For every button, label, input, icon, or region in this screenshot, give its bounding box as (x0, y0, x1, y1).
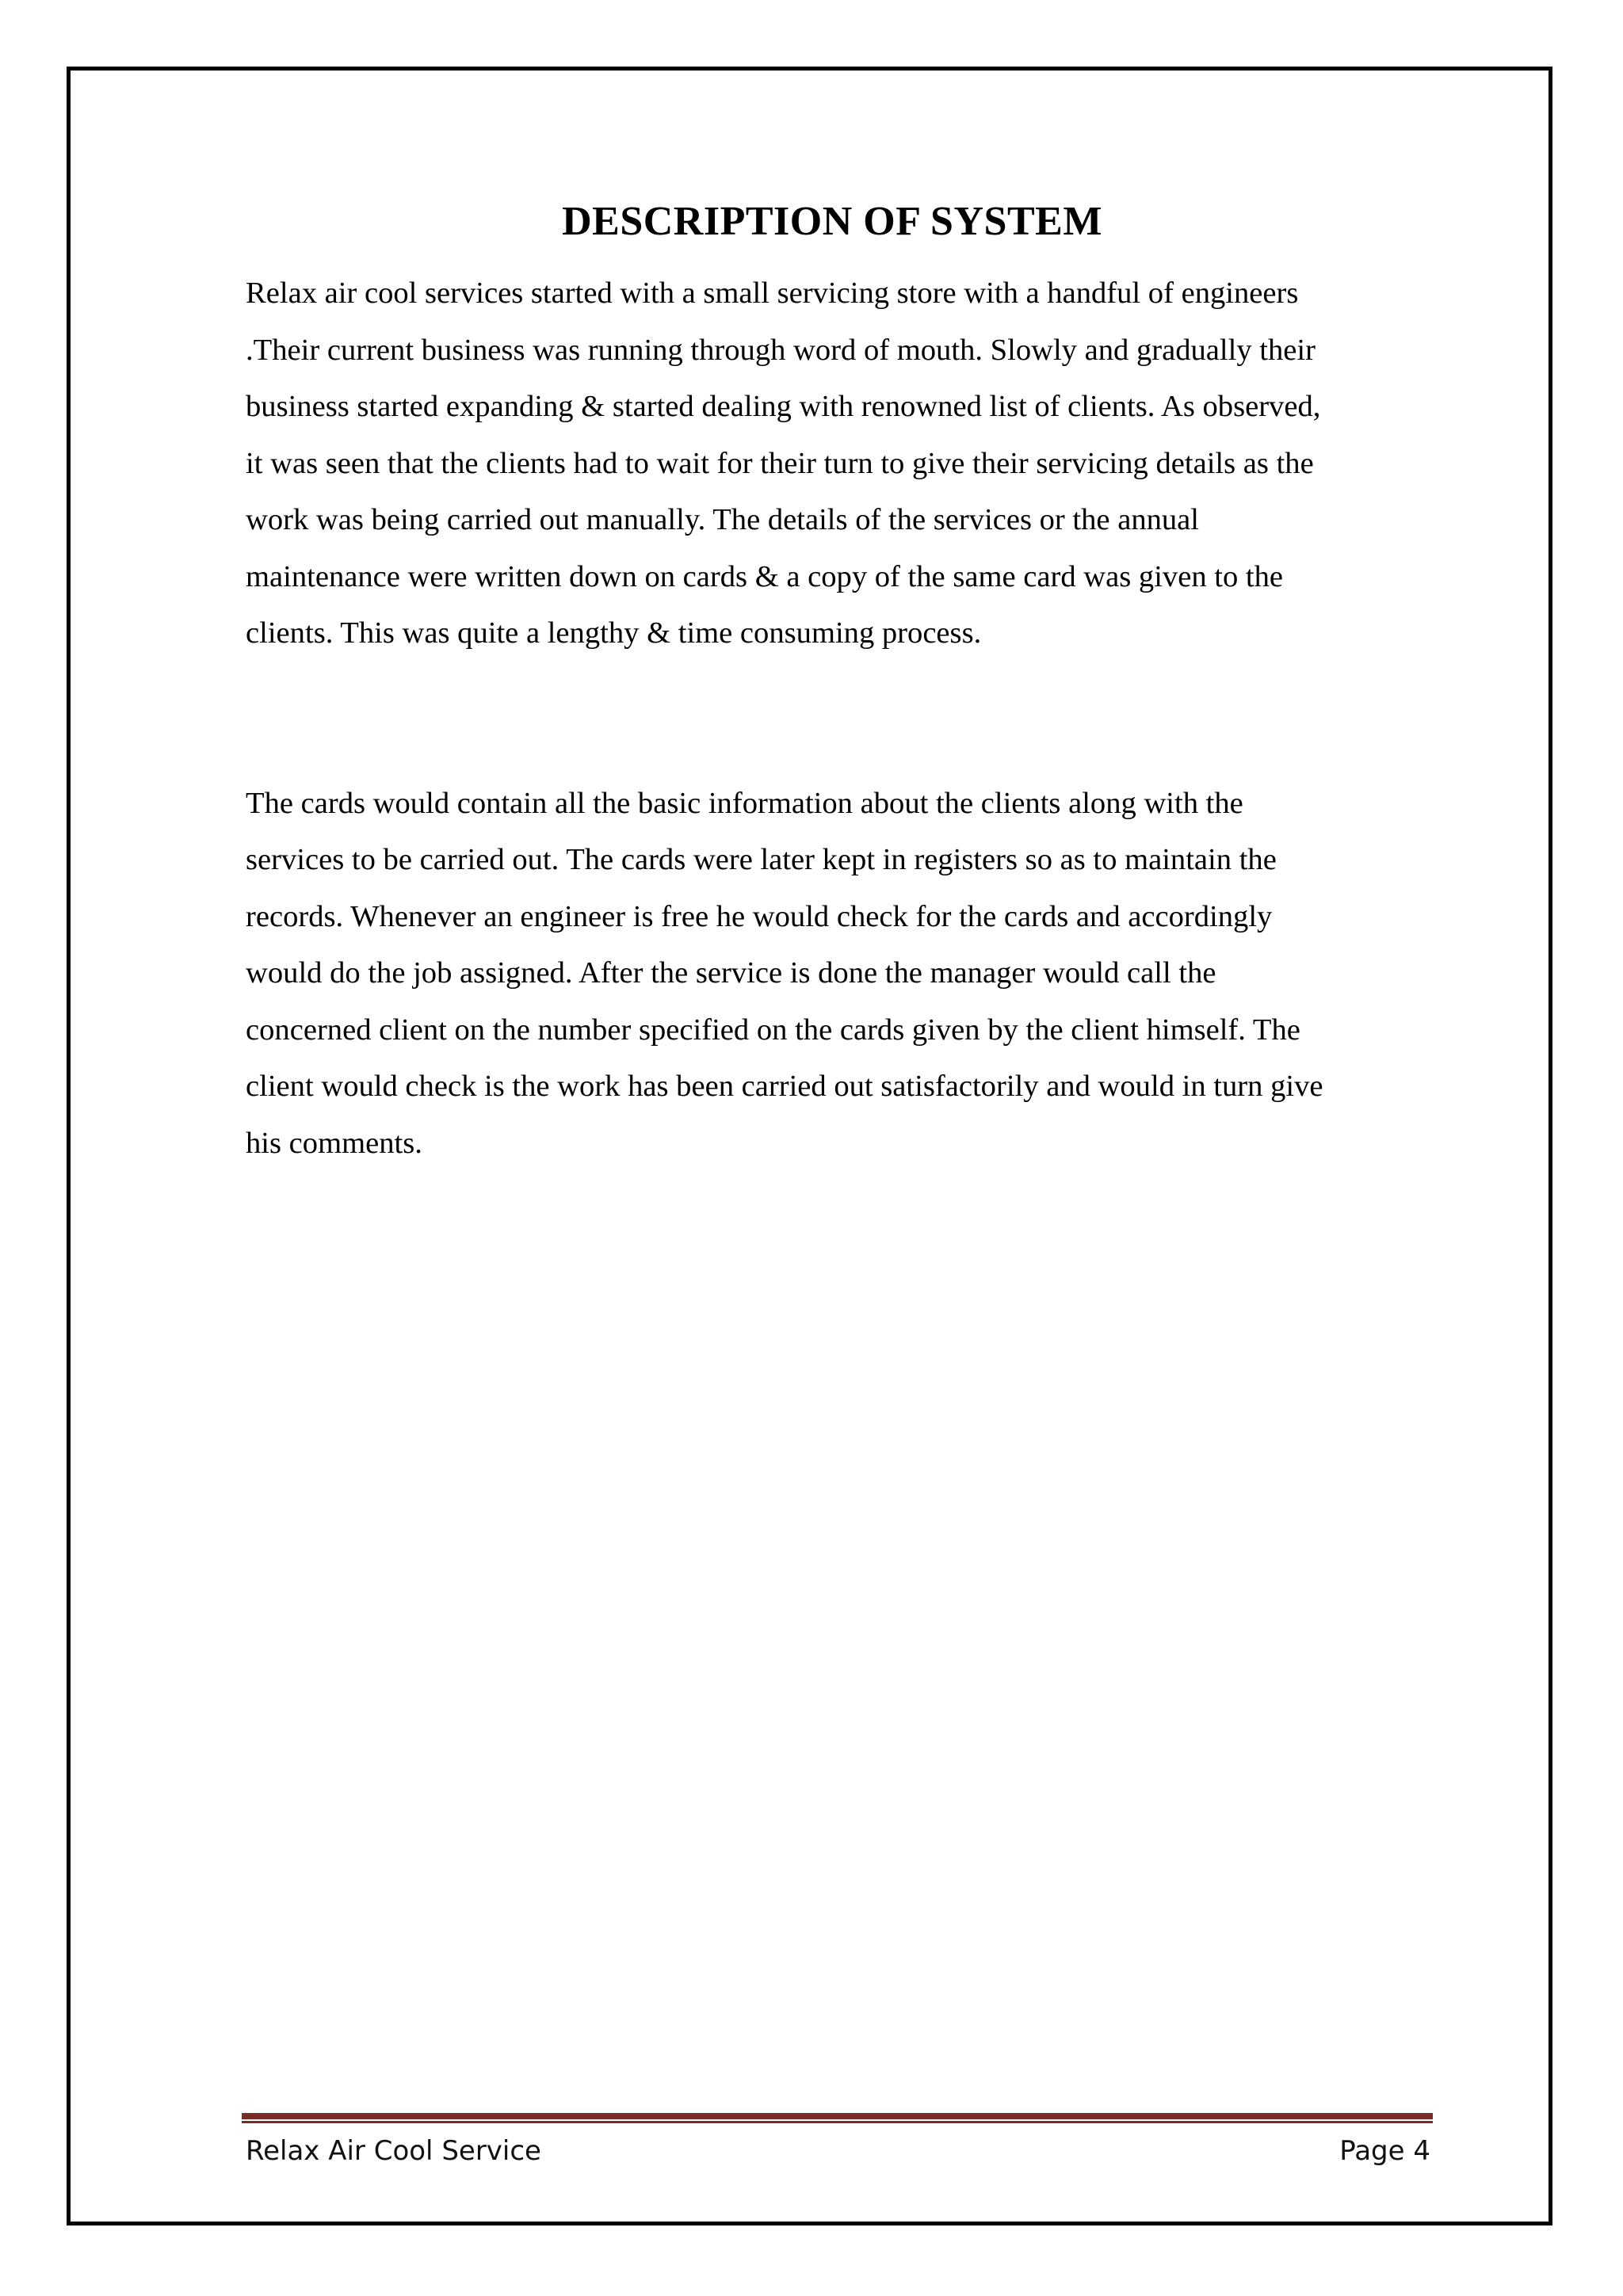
paragraph-line: concerned client on the number specified on the cards given by the client himself. The (246, 1013, 1300, 1047)
footer-divider (242, 2113, 1433, 2124)
paragraph-line: work was being carried out manually. The details of the services or the annual (246, 503, 1200, 536)
paragraph-line: it was seen that the clients had to wait for their turn to give their servicing details as the (246, 446, 1314, 480)
footer-page-number: Page 4 (1339, 2135, 1430, 2167)
paragraph-line: services to be carried out. The cards were later kept in registers so as to maintain the (246, 843, 1277, 876)
paragraph-line: clients. This was quite a lengthy & time consuming process. (246, 616, 982, 650)
footer-document-title: Relax Air Cool Service (246, 2135, 541, 2167)
footer-divider-thick (242, 2113, 1433, 2119)
paragraph-line: .Their current business was running through word of mouth. Slowly and gradually their (246, 333, 1316, 367)
paragraph-line: would do the job assigned. After the service is done the manager would call the (246, 956, 1216, 990)
paragraph-1 (246, 265, 1411, 662)
document-body (246, 190, 1411, 1172)
paragraph-line: his comments. (246, 1126, 422, 1160)
paragraph-line: business started expanding & started dealing with renowned list of clients. As observed, (246, 390, 1321, 423)
paragraph-2 (246, 776, 1411, 1173)
paragraph-line: records. Whenever an engineer is free he would check for the cards and accordingly (246, 899, 1273, 933)
paragraph-line: client would check is the work has been carried out satisfactorily and would in turn give (246, 1070, 1323, 1103)
paragraph-line: Relax air cool services started with a small servicing store with a handful of engineers (246, 277, 1299, 310)
paragraph-line: maintenance were written down on cards & a copy of the same card was given to the (246, 559, 1284, 593)
page-footer (246, 2131, 1430, 2171)
footer-divider-thin (242, 2121, 1433, 2123)
paragraph-line: The cards would contain all the basic information about the clients along with the (246, 786, 1243, 820)
page-title: DESCRIPTION OF SYSTEM (562, 199, 1102, 244)
